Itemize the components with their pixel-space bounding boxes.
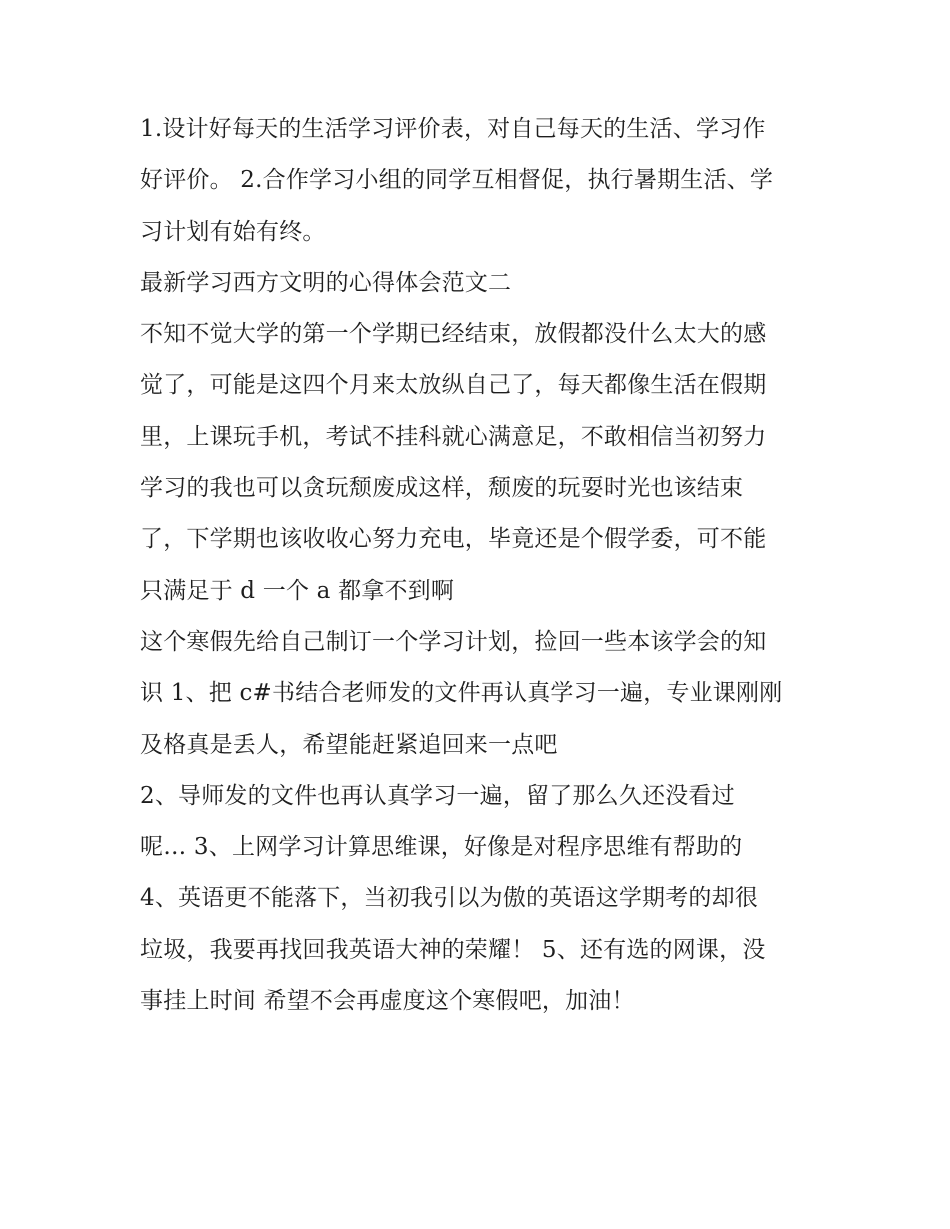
text-line-14: 2、导师发的文件也再认真学习一遍，留了那么久还没看过 (140, 782, 735, 809)
text-line-9: 了，下学期也该收收心努力充电，毕竟还是个假学委，可不能 (140, 526, 767, 553)
text-line-13: 及格真是丢人，希望能赶紧追回来一点吧 (140, 731, 558, 758)
section-heading: 最新学习西方文明的心得体会范文二 (140, 269, 512, 296)
text-line-6: 觉了，可能是这四个月来太放纵自己了，每天都像生活在假期 (140, 372, 767, 399)
text-line-7: 里，上课玩手机，考试不挂科就心满意足，不敢相信当初努力 (140, 423, 767, 450)
text-line-11: 这个寒假先给自己制订一个学习计划，捡回一些本该学会的知 (140, 628, 767, 655)
text-line-15: 呢… 3、上网学习计算思维课，好像是对程序思维有帮助的 (140, 834, 743, 861)
text-line-12: 识 1、把 c#书结合老师发的文件再认真学习一遍，专业课刚刚 (140, 680, 783, 707)
text-line-3: 习计划有始有终。 (140, 218, 326, 245)
text-line-5: 不知不觉大学的第一个学期已经结束，放假都没什么太大的感 (140, 321, 767, 348)
text-line-18: 事挂上时间 希望不会再虚度这个寒假吧，加油！ (140, 988, 635, 1015)
text-line-17: 垃圾，我要再找回我英语大神的荣耀！ 5、还有选的网课，没 (140, 936, 766, 963)
text-line-8: 学习的我也可以贪玩颓废成这样，颓废的玩耍时光也该结束 (140, 475, 744, 502)
text-line-1: 1.设计好每天的生活学习评价表，对自己每天的生活、学习作 (140, 116, 766, 142)
text-line-2: 好评价。 2.合作学习小组的同学互相督促，执行暑期生活、学 (140, 167, 774, 194)
document-body (140, 104, 820, 1027)
text-line-16: 4、英语更不能落下，当初我引以为傲的英语这学期考的却很 (140, 885, 759, 912)
text-line-10: 只满足于 d 一个 a 都拿不到啊 (140, 577, 455, 604)
